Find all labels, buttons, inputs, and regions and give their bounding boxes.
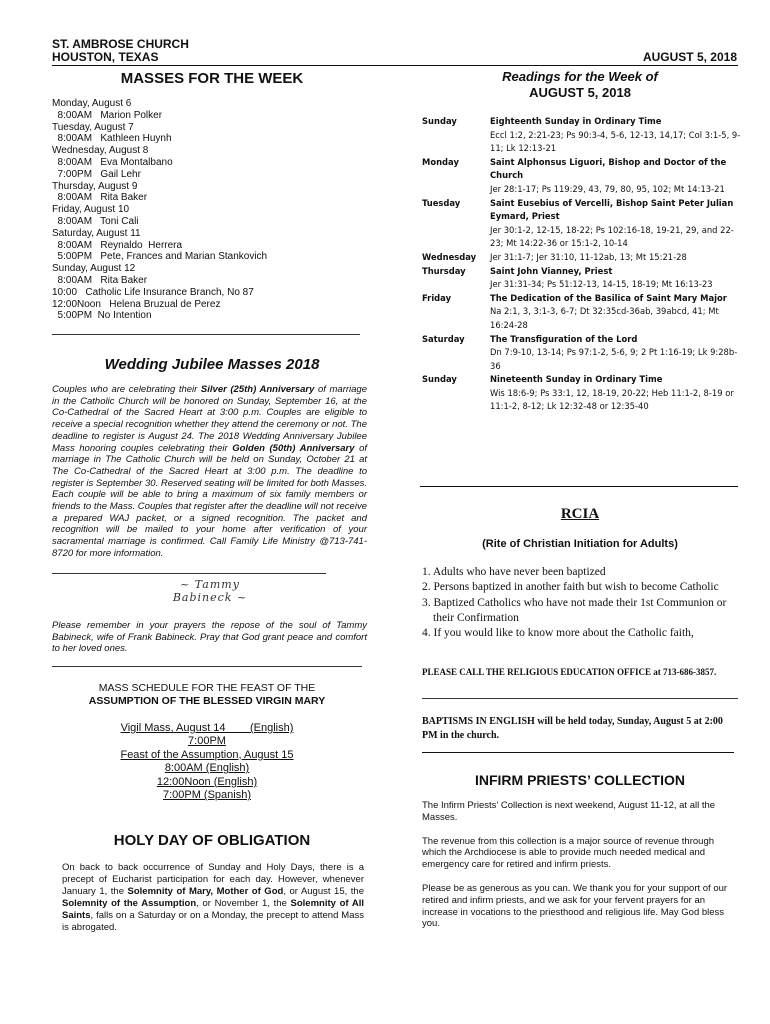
- mass-line: 8:00AM Eva Montalbano: [52, 156, 173, 168]
- mass-line: Monday, August 6: [52, 98, 132, 109]
- reading-refs: Na 2:1, 3, 3:1-3, 6-7; Dt 32:35cd-36ab, 39abcd, 41; Mt 16:24-28: [490, 306, 719, 330]
- reading-row: [422, 156, 742, 197]
- reading-refs: Jer 28:1-17; Ps 119:29, 43, 79, 80, 95, 102; Mt 14:13-21: [490, 183, 725, 194]
- memorial-text: Please remember in your prayers the repose of the soul of Tammy Babineck, wife of Frank Babineck. Pray that God grant peace and comfort to her loved ones.: [52, 620, 367, 655]
- reading-day: Sunday: [422, 116, 457, 126]
- reading-day: Wednesday: [422, 251, 477, 262]
- masses-list: [52, 98, 372, 322]
- schedule-line: 7:00PM (Spanish): [162, 789, 252, 802]
- infirm-title: INFIRM PRIESTS’ COLLECTION: [474, 772, 685, 788]
- mass-line: Saturday, August 11: [52, 227, 141, 239]
- reading-refs: Jer 31:1-7; Jer 31:10, 11-12ab, 13; Mt 15:21-28: [490, 251, 687, 262]
- rcia-call: PLEASE CALL THE RELIGIOUS EDUCATION OFFICE at 713-686-3857.: [422, 667, 717, 677]
- reading-day: Sunday: [422, 374, 457, 385]
- reading-body: [490, 156, 742, 197]
- reading-title: Saint Eusebius of Vercelli, Bishop Saint Peter Julian Eymard, Priest: [490, 197, 734, 222]
- rcia-item: 4. If you would like to know more about the Catholic faith,: [422, 627, 694, 640]
- jubilee-title: Wedding Jubilee Masses 2018: [104, 356, 320, 373]
- mass-line: Tuesday, August 7: [52, 121, 134, 133]
- mass-line: 5:00PM No Intention: [52, 310, 152, 322]
- rcia-item: 3. Baptized Catholics who have not made their 1st Communion or their Confirmation: [422, 596, 727, 624]
- mass-line: 8:00AM Toni Cali: [52, 215, 139, 227]
- reading-title: Eighteenth Sunday in Ordinary Time: [490, 116, 662, 126]
- church-city: HOUSTON, TEXAS: [52, 50, 159, 64]
- holyday-title: HOLY DAY OF OBLIGATION: [113, 832, 311, 849]
- reading-body: [490, 265, 742, 292]
- reading-row: [422, 265, 742, 292]
- header-rule: [52, 65, 738, 66]
- divider: [52, 666, 362, 667]
- mass-line: 8:00AM Rita Baker: [52, 192, 148, 204]
- divider: [422, 698, 738, 699]
- reading-row: [422, 115, 742, 156]
- assumption-heading: MASS SCHEDULE FOR THE FEAST OF THE ASSUMPTION OF THE BLESSED VIRGIN MARY: [88, 682, 326, 707]
- reading-row: [422, 292, 742, 333]
- mass-line: 7:00PM Gail Lehr: [52, 168, 141, 180]
- masses-title: MASSES FOR THE WEEK: [120, 70, 304, 87]
- reading-day: Tuesday: [422, 197, 461, 208]
- reading-body: [490, 197, 742, 251]
- divider: [52, 334, 360, 335]
- holyday-text: On back to back occurrence of Sunday and Holy Days, there is a precept of Eucharist participation for each day. However, whenever January 1, the Solemnity of Mary, Mother of God, or August 15, the Solemnity of the Assumption, or November 1, the Solemnity of All Saints, falls on a Saturday or on a Monday, the precept to attend Mass is abrogated.: [62, 862, 364, 933]
- reading-body: [490, 333, 742, 374]
- reading-row: [422, 197, 742, 251]
- reading-refs: Wis 18:6-9; Ps 33:1, 12, 18-19, 20-22; Heb 11:1-2, 8-19 or 11:1-2, 8-12; Lk 12:32-48 or 12:35-40: [490, 387, 734, 412]
- church-name: ST. AMBROSE CHURCH: [52, 37, 189, 51]
- reading-refs: Dn 7:9-10, 13-14; Ps 97:1-2, 5-6, 9; 2 Pt 1:16-19; Lk 9:28b-36: [490, 347, 738, 371]
- reading-refs: Jer 30:1-2, 12-15, 18-22; Ps 102:16-18, 19-21, 29, and 22-23; Mt 14:22-36 or 15:1-2, 10-14: [490, 224, 734, 249]
- schedule-line: 12:00Noon (English): [156, 775, 258, 788]
- assumption-schedule: [52, 722, 362, 802]
- rcia-title: RCIA: [560, 506, 600, 522]
- rcia-list: [422, 565, 740, 641]
- mass-line: 12:00Noon Helena Bruzual de Perez: [52, 298, 221, 310]
- mass-line: 10:00 Catholic Life Insurance Branch, No 87: [52, 286, 254, 298]
- mass-line: Thursday, August 9: [52, 180, 138, 192]
- baptisms-notice: BAPTISMS IN ENGLISH will be held today, Sunday, August 5 at 2:00 PM in the church.: [422, 716, 723, 741]
- reading-body: [490, 115, 742, 156]
- reading-day: Friday: [422, 292, 452, 303]
- reading-title: The Transfiguration of the Lord: [490, 333, 638, 344]
- rcia-item: 2. Persons baptized in another faith but wish to become Catholic: [422, 581, 719, 594]
- mass-line: 5:00PM Pete, Frances and Marian Stankovich: [52, 251, 268, 263]
- reading-title: Nineteenth Sunday in Ordinary Time: [490, 374, 663, 385]
- mass-line: Wednesday, August 8: [52, 145, 149, 157]
- reading-day: Monday: [422, 156, 459, 167]
- mass-line: 8:00AM Reynaldo Herrera: [52, 239, 183, 251]
- rcia-subtitle: (Rite of Christian Initiation for Adults): [482, 538, 678, 550]
- reading-refs: Eccl 1:2, 2:21-23; Ps 90:3-4, 5-6, 12-13, 14,17; Col 3:1-5, 9-11; Lk 12:13-21: [490, 129, 741, 154]
- reading-body: [490, 292, 742, 333]
- schedule-line: 7:00PM: [188, 735, 226, 748]
- memorial-signature: ~ Tammy Babineck ~: [172, 578, 248, 604]
- mass-line: Friday, August 10: [52, 204, 130, 216]
- schedule-line: 8:00AM (English): [164, 762, 250, 775]
- reading-title: The Dedication of the Basilica of Saint Mary Major: [490, 292, 727, 303]
- readings-list: [422, 115, 742, 414]
- schedule-line: Feast of the Assumption, August 15: [120, 748, 294, 761]
- readings-heading: Readings for the Week of AUGUST 5, 2018: [502, 69, 658, 100]
- reading-row: [422, 251, 742, 265]
- reading-row: [422, 373, 742, 414]
- reading-day: Thursday: [422, 265, 466, 276]
- reading-refs: Jer 31:31-34; Ps 51:12-13, 14-15, 18-19; Mt 16:13-23: [490, 279, 713, 290]
- reading-title: Saint Alphonsus Liguori, Bishop and Doctor of the Church: [490, 156, 727, 181]
- divider: [422, 752, 734, 753]
- bulletin-date: AUGUST 5, 2018: [642, 50, 737, 64]
- mass-line: 8:00AM Marion Polker: [52, 109, 163, 121]
- divider: [420, 486, 738, 487]
- jubilee-text: Couples who are celebrating their Silver (25th) Anniversary of marriage in the Catholic Church will be honored on Sunday, September 16, at the Co-Cathedral of the Sacred Heart at 3:00 p.m. Couples are eligible to receive a special recognition whether they attend the ceremony or not. The deadline to register is August 24. The 2018 Wedding Anniversary Jubilee Mass honoring couples celebrating their Golden (50th) Anniversary of marriage in The Catholic Church will be held on Sunday, October 21 at The Co-Cathedral of the Sacred Heart at 3:00 p.m. The deadline to register is September 30. Reserved seating will be limited for both Masses. Each couple will be able to bring a maximum of six family members or friends to the Mass. Couples that register after the deadline will not receive a prepared WAJ packet, or a signed recognition. The packet and recognition will be mailed to your home after verification of your sacramental marriage is confirmed. Call Family Life Ministry @713-741-8720 for more information.: [52, 384, 367, 559]
- mass-line: Sunday, August 12: [52, 263, 136, 275]
- reading-title: Saint John Vianney, Priest: [490, 265, 613, 276]
- schedule-line: Vigil Mass, August 14 (English): [120, 722, 294, 734]
- mass-line: 8:00AM Kathleen Huynh: [52, 133, 172, 145]
- divider: [52, 573, 326, 574]
- infirm-text: The Infirm Priests’ Collection is next weekend, August 11-12, at all the Masses. The revenue from this collection is a major source of revenue through which the Archdiocese is able to provide much needed medical and emergency care for retired and infirm priests. Please be as generous as you can. We thank you for your support of our retired and infirm priests, and we ask for your fervent prayers for an increase in vocations to the priesthood and religious life. May God bless you.: [422, 800, 728, 930]
- reading-day: Saturday: [422, 333, 465, 344]
- reading-row: [422, 333, 742, 374]
- reading-body: [490, 373, 742, 414]
- mass-line: 8:00AM Rita Baker: [52, 274, 148, 286]
- rcia-item: 1. Adults who have never been baptized: [422, 566, 606, 578]
- reading-body: [490, 251, 742, 265]
